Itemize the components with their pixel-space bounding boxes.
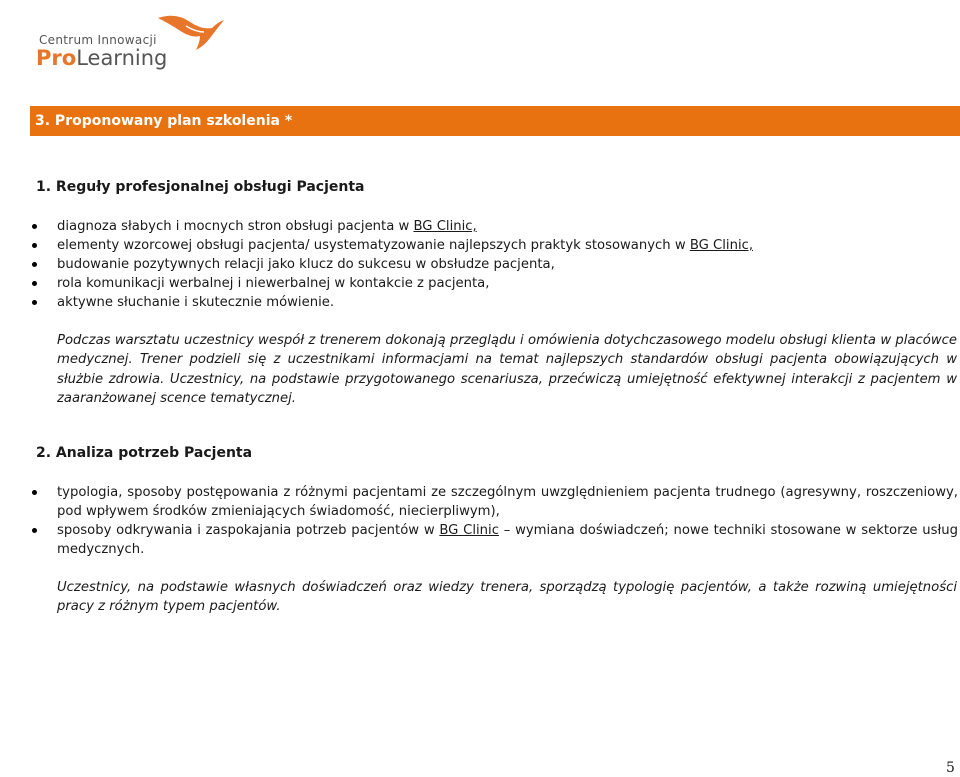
bg-clinic-link[interactable]: BG Clinic [439, 523, 499, 538]
section-header-bar [30, 106, 960, 136]
module-2-heading: 2. Analiza potrzeb Pacjenta [36, 445, 253, 461]
module-2-bullet-list [30, 483, 958, 559]
bullet-text: diagnoza słabych i mocnych stron obsługi pacjenta w [57, 219, 414, 234]
page-number: 5 [946, 760, 955, 776]
bg-clinic-link[interactable]: BG Clinic, [413, 219, 477, 234]
list-item [30, 521, 958, 559]
module-1-description: Podczas warsztatu uczestnicy wespół z trenerem dokonają przeglądu i omówienia dotychczasowego modelu obsługi klienta w placówce medycznej. Trener podzieli się z uczestnikami informacjami na temat najlepszych standardów obsługi pacjenta obowiązujących w służbie zdrowia. Uczestnicy, na podstawie przygotowanego scenariusza, przećwiczą umiejętność efektywnej interakcji z pacjentem w zaaranżowanej scence tematycznej. [57, 333, 957, 406]
bg-clinic-link[interactable]: BG Clinic, [689, 238, 754, 253]
logo-learning: Learning [76, 46, 168, 70]
list-item [30, 236, 958, 255]
logo [36, 8, 226, 74]
list-item: typologia, sposoby postępowania z różnymi pacjentami ze szczególnym uwzględnieniem pacjenta trudnego (agresywny, roszczeniowy, pod wpływem środków zmieniających świadomość, niecierpliwym), [30, 483, 958, 521]
logo-wordmark [36, 46, 167, 70]
logo-subtitle: Centrum Innowacji [39, 33, 157, 47]
bullet-text: elementy wzorcowej obsługi pacjenta/ usystematyzowanie najlepszych praktyk stosowanych w [57, 238, 690, 253]
section-title: 3. Proponowany plan szkolenia * [35, 113, 293, 129]
module-1-bullet-list [30, 217, 958, 312]
list-item: budowanie pozytywnych relacji jako klucz do sukcesu w obsłudze pacjenta, [30, 255, 958, 274]
list-item: rola komunikacji werbalnej i niewerbalnej w kontakcie z pacjenta, [30, 274, 958, 293]
logo-pro: Pro [36, 46, 77, 70]
list-item [30, 217, 958, 236]
module-1-heading: 1. Reguły profesjonalnej obsługi Pacjenta [36, 179, 365, 195]
bullet-text: – wymiana doświadczeń; nowe techniki stosowane w sektorze usług medycznych. [57, 523, 958, 557]
module-2-description: Uczestnicy, na podstawie własnych doświadczeń oraz wiedzy trenera, sporządzą typologię pacjentów, a także rozwiną umiejętności pracy z różnym typem pacjentów. [57, 580, 957, 615]
list-item: aktywne słuchanie i skutecznie mówienie. [30, 293, 958, 312]
bullet-text: sposoby odkrywania i zaspokajania potrzeb pacjentów w [57, 523, 440, 538]
